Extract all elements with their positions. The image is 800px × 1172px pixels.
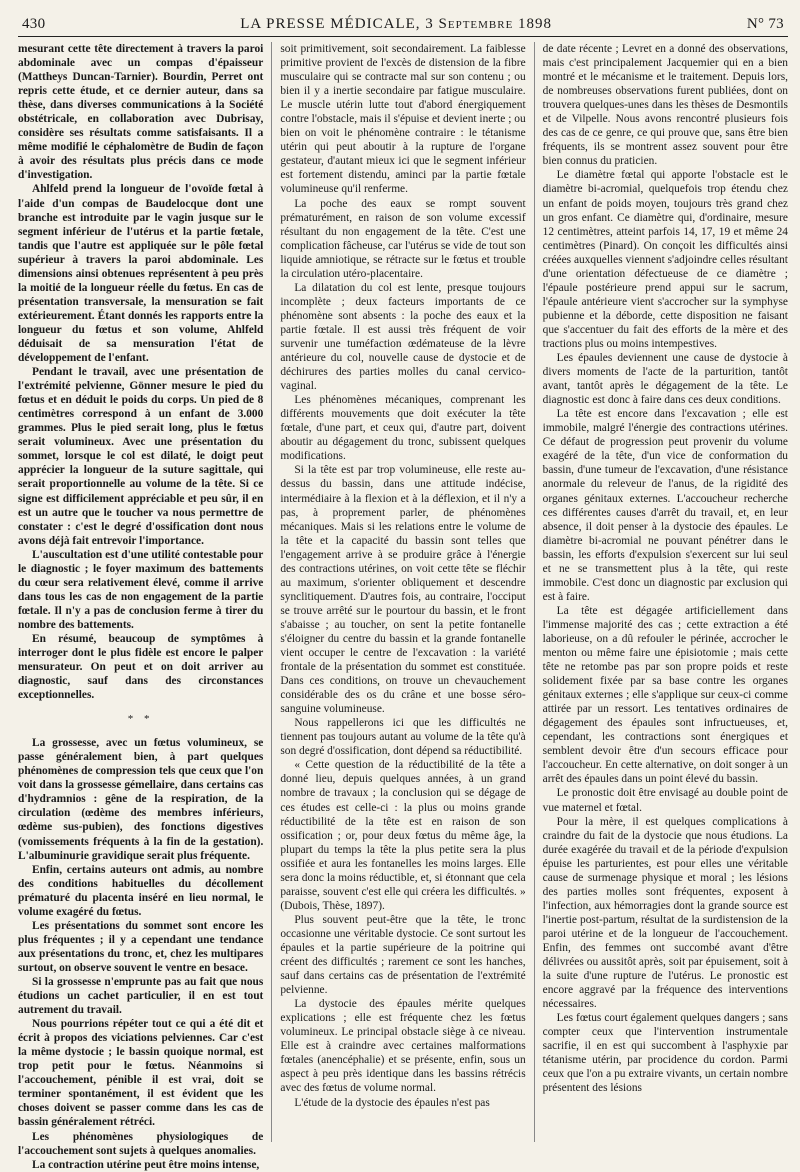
paragraph: Ahlfeld prend la longueur de l'ovoïde fœtal à l'aide d'un compas de Baudelocque dont une branche est introduite par le vagin jusque sur le segment inférieur de l'utérus et la partie fœtale, tandis que l'autre est appliquée sur le pôle fœtal supérieur à travers la paroi abdominale. Les dimensions ainsi obtenues représentent à peu près la moitié de la longueur réelle du fœtus. En cas de présentation transversale, la mensuration se fait extérieurement. Étant donnés les rapports entre la longueur du fœtus et son volume, Ahlfeld déduisait de sa mensuration l'état de développement de l'enfant.	[18, 183, 264, 365]
column-right	[534, 42, 788, 1142]
column-left	[18, 42, 264, 1171]
paragraph: Si la grossesse n'emprunte pas au fait que nous étudions un cachet particulier, il en est tout autrement du travail.	[18, 976, 264, 1017]
paragraph: mesurant cette tête directement à travers la paroi abdominale avec un compas d'épaisseur (Mattheys Duncan-Tarnier). Bourdin, Perret ont repris cette étude, et ce dernier auteur, dans sa thèse, dans diverses communications à la Société obstétricale, en collaboration avec Dubrisay, considère ses résultats comme satisfaisants. Il a même modifié le céphalomètre de Budin de façon à avoir des résultats plus précis dans ce mode d'investigation.	[18, 43, 264, 182]
paragraph: Enfin, certains auteurs ont admis, au nombre des conditions habituelles du décollement prématuré du placenta inséré en lieu normal, le volume exagéré du fœtus.	[18, 863, 264, 918]
paragraph: Les épaules deviennent une cause de dystocie à divers moments de l'acte de la parturition, tantôt avant, tantôt après le dégagement de la tête. Le diagnostic est donc à faire dans ces deux conditions.	[542, 352, 788, 407]
paragraph: Les présentations du sommet sont encore les plus fréquentes ; il y a cependant une tendance aux présentations du tronc, et, chez les multipares surtout, on observe souvent le ventre en besace.	[18, 919, 264, 974]
paragraph: Nous rappellerons ici que les difficultés ne tiennent pas toujours autant au volume de la tête qu'à son degré d'ossification, dont dépend sa réductibilité.	[280, 717, 526, 758]
paragraph: Pour la mère, il est quelques complications à craindre du fait de la dystocie que nous étudions. La durée exagérée du travail et de la période d'expulsion épuise les parturientes, est pour elles une véritable cause de surmenage physique et moral ; les lésions des parties molles sont fréquentes, exposent à l'infection, aux hémorragies dont la grande source est l'inertie post-partum, résultat de la surdistension de la paroi utérine et de la longueur de l'accouchement. Enfin, des femmes ont succombé avant d'être délivrées ou aussitôt après, soit par épuisement, soit à la suite d'une rupture de l'utérus. Le pronostic est encore aggravé par la fréquence des interventions nécessaires.	[542, 815, 788, 1011]
paragraph: La dystocie des épaules mérite quelques explications ; elle est fréquente chez les fœtus volumineux. Le principal obstacle siège à ce niveau. Elle est à craindre avec certaines malformations fœtales (anencéphalie) et se présente, enfin, sous un aspect à peu près identique dans les bassins rétrécis avec des fœtus de volume normal.	[280, 998, 526, 1095]
journal-title: LA PRESSE MÉDICALE, 3 Septembre 1898	[240, 16, 553, 32]
page-number: 430	[22, 16, 46, 32]
paragraph: Les phénomènes physiologiques de l'accouchement sont sujets à quelques anomalies.	[18, 1130, 264, 1157]
issue-number: N° 73	[746, 16, 784, 32]
paragraph: L'étude de la dystocie des épaules n'est pas	[294, 1096, 490, 1109]
paragraph: de date récente ; Levret en a donné des observations, mais c'est principalement Jacquemier qui en a bien montré et le mécanisme et le traitement. Depuis lors, de nombreuses observations furent publiées, dont on trouvera quelques-unes dans les thèses de Desmontils et de Vilpelle. Nous avons rencontré plusieurs fois des cas de ce genre, ce qui prouve que, sans être bien fréquents, ils se montrent assez souvent pour être bien connus du praticien.	[542, 43, 788, 168]
column-middle	[271, 42, 525, 1142]
paragraph: Le diamètre fœtal qui apporte l'obstacle est le diamètre bi-acromial, quelquefois trop étendu chez un enfant de poids moyen, toujours très grand chez un gros enfant. Ce diamètre qui, d'ordinaire, mesure 12 centimètres, atteint parfois 14, 17, 19 et même 24 centimètres (Pinard). On conçoit les difficultés ainsi créées auxquelles viennent s'adjoindre celles résultant d'une orientation défectueuse de ce diamètre ; l'épaule postérieure prend appui sur le sacrum, l'épaule antérieure vient s'accrocher sur la symphyse pubienne et la déborde, cette disposition ne faisant que s'accentuer du fait des efforts de la mère et des tractions plus ou moins intempestives.	[542, 169, 788, 350]
paragraph: La grossesse, avec un fœtus volumineux, se passe généralement bien, à part quelques phénomènes de compression tels que ceux que l'on voit dans la grossesse gémellaire, dans certains cas d'hydramnios : gêne de la respiration, de la circulation (œdème des membres inférieurs, œdème sus-pubien), des fonctions digestives (vomissements fréquents à la fin de la gestation). L'albuminurie gravidique serait plus fréquente.	[18, 737, 264, 862]
paragraph: La tête est encore dans l'excavation ; elle est immobile, malgré l'énergie des contractions utérines. Ce défaut de progression peut provenir du volume exagéré de la tête, d'un vice de conformation du bassin, d'une tumeur de l'excavation, d'une résistance anormale du releveur de l'anus, de la rigidité des organes génitaux externes. L'accoucheur recherche ces différentes causes d'arrêt du travail, et, en leur absence, il doit penser à la dystocie des épaules. Le diamètre bi-acromial ne pouvant pénétrer dans le bassin, les efforts d'expulsion s'exercent sur lui seul et ne se transmettent plus à la tête, qui reste immobile. C'est donc un diagnostic par exclusion qui est à faire.	[542, 408, 788, 603]
paragraph: Le pronostic doit être envisagé au double point de vue maternel et fœtal.	[542, 787, 788, 814]
paragraph: En résumé, beaucoup de symptômes à interroger dont le plus fidèle est encore le palper mensurateur. On peut et on doit arriver au diagnostic, sauf dans des circonstances exceptionnelles.	[18, 632, 264, 702]
paragraph: L'auscultation est d'une utilité contestable pour le diagnostic ; le foyer maximum des battements du cœur sera relativement élevé, comme il arrive dans tous les cas de non engagement de la partie fœtale. Il n'y a pas de conclusion ferme à tirer du nombre des battements.	[18, 548, 264, 631]
paragraph: Pendant le travail, avec une présentation de l'extrémité pelvienne, Gönner mesure le pied du fœtus et en déduit le poids du corps. Un pied de 8 centimètres correspond à un enfant de 3.000 grammes. Plus le pied serait long, plus le fœtus serait volumineux. Avec une présentation du sommet, lorsque le col est dilaté, le doigt peut apprécier la longueur de la suture sagittale, qui serait proportionnelle au volume de la tête. Si ce signe est difficilement appréciable et peu sûr, il en est un autre que le toucher va nous permettre de constater : c'est le degré d'ossification dont nous avons déjà fait entrevoir l'importance.	[18, 366, 264, 547]
text-columns	[18, 42, 788, 1171]
paragraph: Les fœtus court également quelques dangers ; sans compter ceux que l'intervention instrumentale sacrifie, il en est qui succombent à l'asphyxie par tétanisme utérin, par procidence du cordon. Parmi ceux que l'on a pu extraire vivants, un certain nombre présentent des lésions	[542, 1012, 788, 1095]
paragraph: La poche des eaux se rompt souvent prématurément, en raison de son volume excessif résultant du non engagement de la tête. C'est une complication fâcheuse, car l'utérus se vide de tout son liquide amniotique, se rétracte sur le fœtus et trouble la circulation utéro-placentaire.	[280, 197, 526, 280]
paragraph: soit primitivement, soit secondairement. La faiblesse primitive provient de l'excès de distension de la fibre musculaire qui se contracte mal sur son contenu ; ou bien il y a inertie secondaire par fatigue musculaire. Le muscle utérin lutte tout d'abord énergiquement contre l'obstacle, mais il s'épuise et devient inerte ; ou bien on voit le phénomène contraire : le tétanisme utérin qui peut aboutir à la rupture de l'organe gestateur, d'autant mieux ici que le segment inférieur est fortement distendu, aminci par la partie fœtale volumineuse qu'il renferme.	[280, 43, 526, 196]
paragraph: La tête est dégagée artificiellement dans l'immense majorité des cas ; cette extraction a été laborieuse, on a dû refouler le périnée, accrocher le menton ou même faire une épisiotomie ; mais cette tête ne retombe pas par son propre poids et reste solidement fixée par sa base contre les organes génitaux externes ; elle s'applique sur ceux-ci comme attirée par un ressort. Les tentatives ordinaires de dégagement des épaules sont infructueuses, et, cependant, les contractions sont énergiques et semblent devoir être d'un secours efficace pour l'accoucheur. En cette alternative, on doit songer à un arrêt des épaules dans un point élevé du bassin.	[542, 604, 788, 786]
paragraph: « Cette question de la réductibilité de la tête a donné lieu, depuis quelques années, à un grand nombre de travaux ; la conclusion qui se dégage de ces études est celle-ci : la plus ou moins grande réductibilité de la tête est en raison de son ossification ; or, pour deux fœtus du même âge, la plupart du temps la tête la plus petite sera la plus ossifiée et aura les fontanelles les moins larges. Elle sera donc la moins réductible, et, si étonnant que cela paraisse, souvent c'est elle qui créera les difficultés. » (Dubois, Thèse, 1897).	[280, 759, 526, 912]
paragraph: La contraction utérine peut être moins intense,	[32, 1158, 260, 1171]
section-separator: * *	[127, 713, 154, 726]
paragraph: La dilatation du col est lente, presque toujours incomplète ; deux facteurs importants de ce phénomène sont absents : la poche des eaux et la partie fœtale. Il est aussi très fréquent de voir survenir une tuméfaction œdémateuse de la lèvre antérieure du col, nouvelle cause de dystocie et de déchirures des parties molles du canal cervico-vaginal.	[280, 281, 526, 393]
paragraph: Nous pourrions répéter tout ce qui a été dit et écrit à propos des viciations pelviennes. Car c'est la même dystocie ; le bassin quoique normal, est trop petit pour le fœtus. Néanmoins si l'accouchement, pénible il est vrai, doit se terminer spontanément, il est évident que les choses doivent se passer comme dans les cas de bassin généralement rétréci.	[18, 1018, 264, 1129]
paragraph: Les phénomènes mécaniques, comprenant les différents mouvements que doit exécuter la tête fœtale, d'une part, et ceux qui, d'autre part, doivent aboutir au dégagement du tronc, subissent quelques modifications.	[280, 394, 526, 463]
paragraph: Plus souvent peut-être que la tête, le tronc occasionne une véritable dystocie. Ce sont surtout les épaules et la partie supérieure de la poitrine qui créent des difficultés ; rarement ce sont les hanches, sauf dans certains cas de présentation de l'extrémité pelvienne.	[280, 913, 526, 997]
paragraph: Si la tête est par trop volumineuse, elle reste au-dessus du bassin, dans une attitude indécise, intermédiaire à la flexion et à la déflexion, et il n'y a pas, à proprement parler, de phénomènes mécaniques. Mais si les relations entre le volume de la tête et la capacité du bassin sont telles que l'engagement arrive à se produire grâce à l'énergie des contractions utérines, on voit cette tête se fléchir au maximum, s'orienter obliquement et descendre synclitiquement. D'autres fois, au contraire, l'occiput se trouve arrêté sur le pourtour du bassin, et le front s'abaisse ; au toucher, on sent la petite fontanelle s'éloigner du centre du bassin et la grande fontanelle vient occuper le centre de l'excavation : la variété frontale de la présentation du sommet est constituée. Dans ces conditions, on trouve un chevauchement considérable des os du crâne et une bosse séro-sanguine volumineuse.	[280, 464, 526, 716]
page-header	[18, 16, 788, 37]
